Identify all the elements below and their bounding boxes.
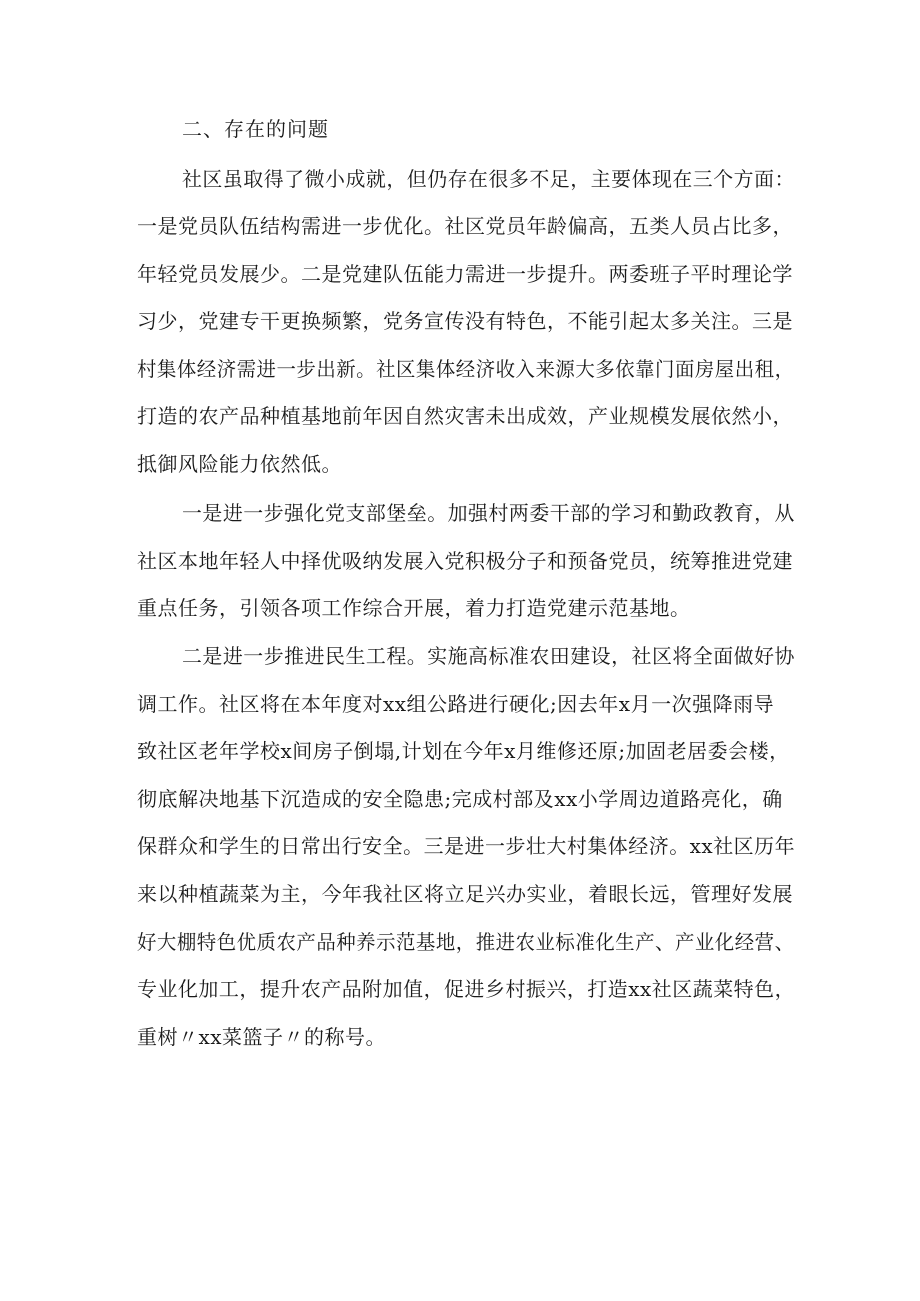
paragraph-line: 好大棚特色优质农产品种养示范基地，推进农业标准化生产、产业化经营、: [137, 930, 795, 954]
paragraph-line: 一是进一步强化党支部堡垒。加强村两委干部的学习和勤政教育，从: [182, 501, 795, 525]
paragraph-line: 来以种植蔬菜为主，今年我社区将立足兴办实业，着眼长远，管理好发展: [137, 882, 793, 906]
paragraph-line: 二是进一步推进民生工程。实施高标准农田建设，社区将全面做好协: [182, 644, 795, 668]
paragraph-line: 保群众和学生的日常出行安全。三是进一步壮大村集体经济。xx社区历年: [137, 834, 796, 858]
paragraph-line: 致社区老年学校x间房子倒塌,计划在今年x月维修还原;加固老居委会楼，: [137, 739, 790, 763]
paragraph-line: 村集体经济需进一步出新。社区集体经济收入来源大多依靠门面房屋出租，: [137, 357, 795, 381]
paragraph-line: 重点任务，引领各项工作综合开展，着力打造党建示范基地。: [137, 596, 691, 620]
paragraph-line: 抵御风险能力依然低。: [137, 452, 342, 476]
paragraph-line: 重树〃xx菜篮子〃的称号。: [137, 1025, 387, 1049]
paragraph-line: 习少，党建专干更换频繁，党务宣传没有特色，不能引起太多关注。三是: [137, 309, 793, 333]
section-heading: 二、存在的问题: [182, 117, 329, 141]
paragraph-line: 一是党员队伍结构需进一步优化。社区党员年龄偏高，五类人员占比多，: [137, 214, 793, 238]
paragraph-line: 调工作。社区将在本年度对xx组公路进行硬化;因去年x月一次强降雨导: [137, 692, 775, 716]
paragraph-line: 社区虽取得了微小成就，但仍存在很多不足，主要体现在三个方面：: [182, 167, 795, 191]
paragraph-line: 年轻党员发展少。二是党建队伍能力需进一步提升。两委班子平时理论学: [137, 262, 793, 286]
paragraph-line: 专业化加工，提升农产品附加值，促进乡村振兴，打造xx社区蔬菜特色，: [137, 977, 796, 1001]
paragraph-line: 打造的农产品种植基地前年因自然灾害未出成效，产业规模发展依然小，: [137, 404, 793, 428]
paragraph-line: 社区本地年轻人中择优吸纳发展入党积极分子和预备党员，统筹推进党建: [137, 549, 793, 573]
paragraph-line: 彻底解决地基下沉造成的安全隐患;完成村部及xx小学周边道路亮化，确: [137, 787, 783, 811]
